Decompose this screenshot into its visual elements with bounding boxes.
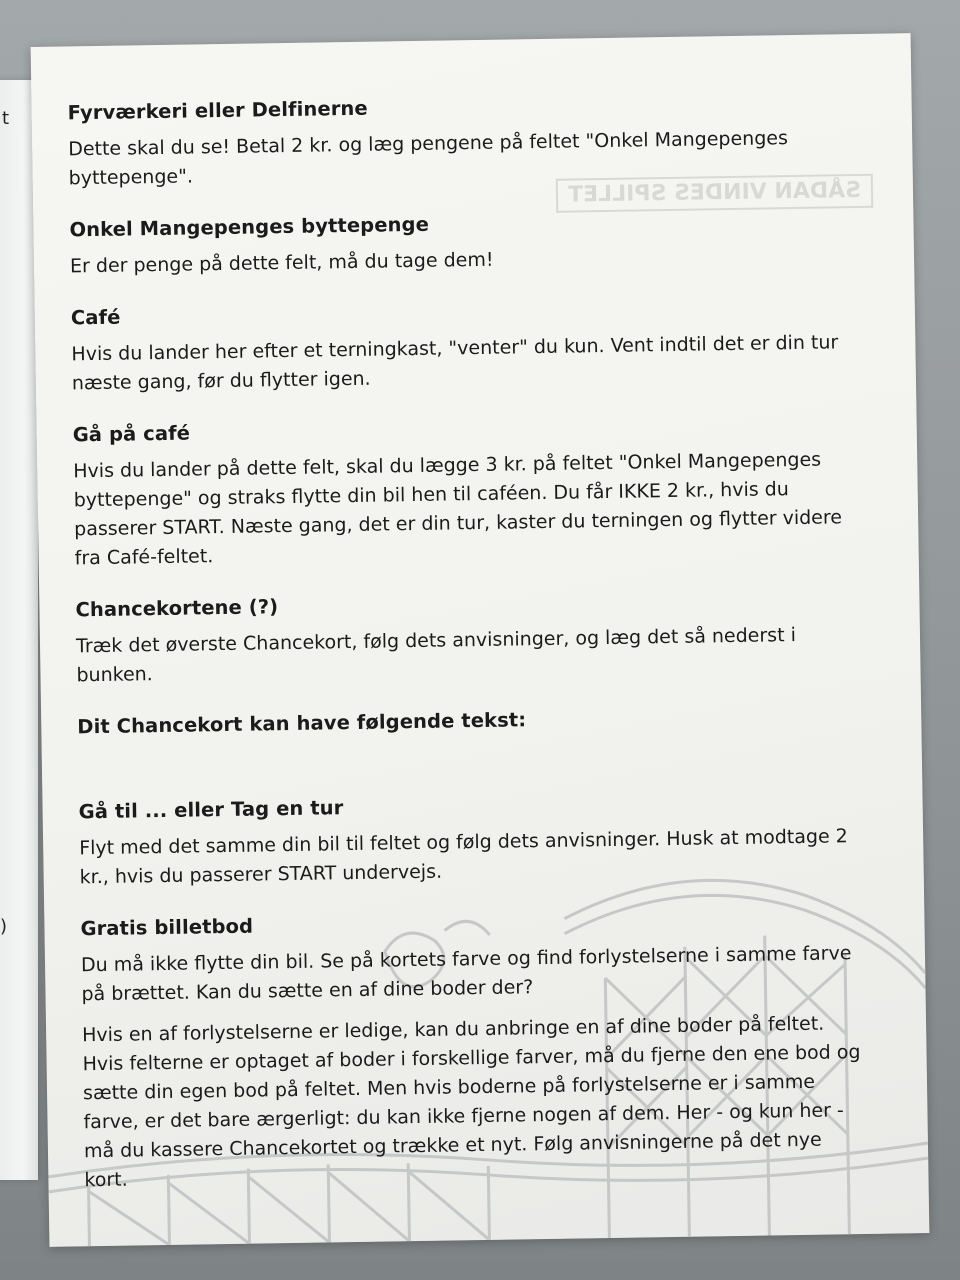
section-heading: Gå til ... eller Tag en tur [78,796,344,824]
section-heading: Fyrværkeri eller Delfinerne [67,96,368,125]
section-paragraph: Hvis du lander på dette felt, skal du lægge 3 kr. på feltet "Onkel Mangepenges byttepenge" og straks flytte din bil hen til caféen. Du får IKKE 2 kr., hvis du passerer START. Næste gang, det er din tur, kaster du terningen og flytter videre fra Café-feltet. [73,448,843,570]
rule-section-go-to [78,785,859,892]
rule-section-chance-cards [75,583,856,690]
section-heading: Gratis billetbod [80,914,254,941]
rule-section-go-to-cafe [72,408,854,573]
rule-section-cafe [71,291,852,398]
section-paragraph: Hvis en af forlystelserne er ledige, kan du anbringe en af dine boder på feltet. Hvis felterne er optaget af boder i forskellige farver, må du fjerne den ene bod og sætte din egen bod på feltet. Men hvis boderne på forlystelserne er i samme farve, er det bare ærgerligt: du kan ikke fjerne nogen af dem. Her - og kun her - må du kassere Chancekortet og trække et nyt. Følg anvisningerne på det nye kort. [81,1012,861,1192]
section-heading: Onkel Mangepenges byttepenge [69,212,430,242]
rules-text [67,86,864,1217]
section-heading: Dit Chancekort kan have følgende tekst: [77,708,527,739]
section-paragraph: Flyt med det samme din bil til feltet og følg dets anvisninger. Husk at modtage 2 kr., hvis du passerer START undervejs. [79,825,848,889]
section-paragraph: Dette skal du se! Betal 2 kr. og læg pengene på feltet "Onkel Mangepenges byttepenge". [68,127,789,190]
left-page-text-fragment: ) [0,916,8,937]
section-paragraph: Træk det øverste Chancekort, følg dets anvisninger, og læg det så nederst i bunken. [75,624,797,687]
section-heading: Chancekortene (?) [75,595,279,622]
section-heading: Café [70,305,121,330]
rule-section-chance-text-intro [77,700,858,775]
section-paragraph: Hvis du lander her efter et terningkast, "venter" du kun. Vent indtil det er din tur næste gang, før du flytter igen. [71,331,839,395]
left-page-edge [0,80,38,1180]
rule-section-free-booth [80,902,864,1195]
rule-section-fireworks [67,86,848,193]
rule-section-change-money [69,203,850,281]
section-heading: Gå på café [72,421,191,447]
section-paragraph: Er der penge på dette felt, må du tage dem! [69,248,494,278]
bleed-through-title: SÅDAN VINDES SPILLET [556,174,873,213]
section-paragraph: Du må ikke flytte din bil. Se på kortets farve og find forlystelserne i samme farve på brættet. Kan du sætte en af dine boder der? [80,942,852,1006]
section-spacer [78,737,858,775]
rules-page [31,33,930,1247]
left-page-text-fragment: t [2,108,10,129]
